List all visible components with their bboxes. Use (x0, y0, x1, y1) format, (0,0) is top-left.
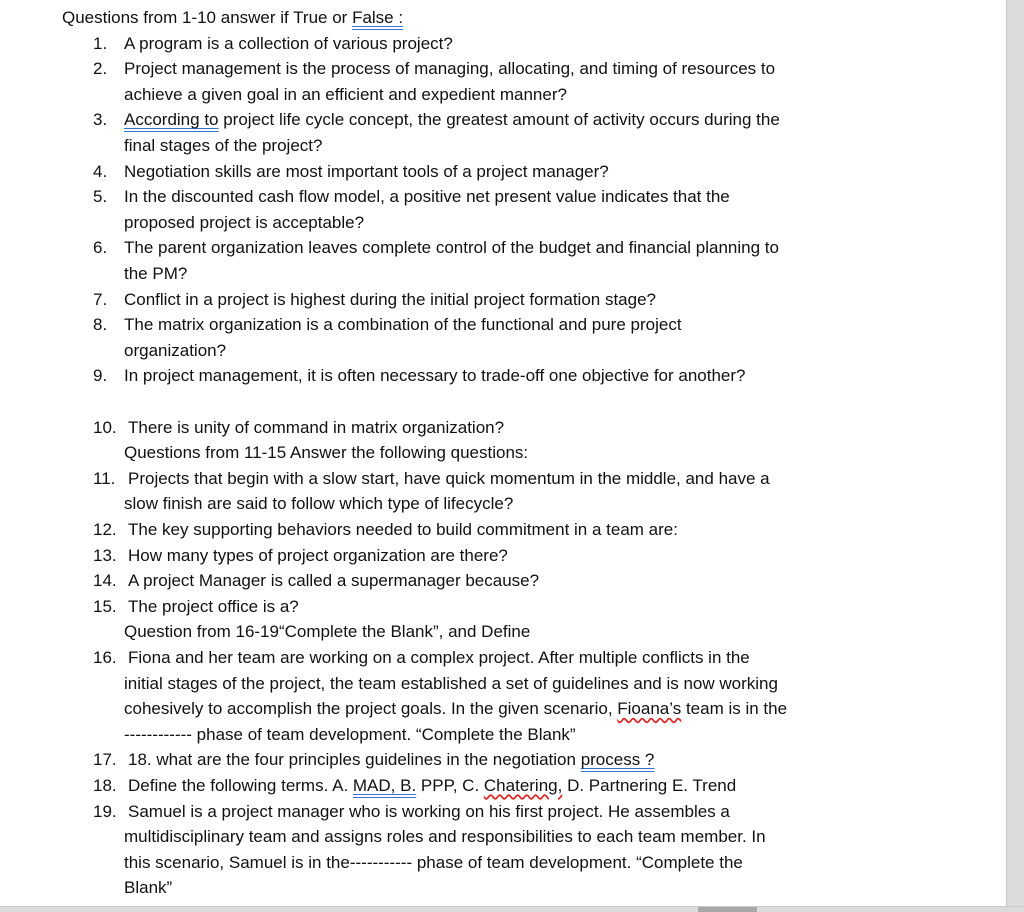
list-number: 19. (93, 801, 117, 821)
vertical-scrollbar[interactable] (1006, 0, 1024, 911)
text-segment: Blank” (124, 878, 173, 898)
text-line (124, 31, 453, 57)
text-segment: Samuel is a project manager who is working on his first project. He assembles a (128, 801, 730, 821)
list-number: 18. (93, 776, 117, 795)
text-segment: Fiona and her team are working on a complex project. After multiple conflicts in the (128, 648, 750, 667)
text-line (124, 722, 576, 748)
list-number: 17. (93, 750, 117, 770)
text-segment: The project office is a? (128, 596, 299, 616)
list-number: 3. (93, 110, 108, 130)
text-line (124, 133, 322, 159)
text-line (128, 773, 736, 799)
text-segment: achieve a given goal in an efficient and expedient manner? (124, 84, 567, 104)
spelling-flagged-word: Fioana’s (617, 699, 682, 719)
text-segment: The matrix organization is a combination of the functional and pure project (124, 315, 682, 335)
text-segment: project life cycle concept, the greatest amount of activity occurs during the (218, 110, 780, 130)
text-segment: There is unity of command in matrix organization? (128, 417, 505, 437)
text-line (128, 543, 508, 569)
text-line (124, 235, 779, 261)
text-segment: The parent organization leaves complete control of the budget and financial planning to (124, 238, 779, 258)
text-segment: slow finish are said to follow which type of lifecycle? (124, 494, 514, 514)
text-segment: D. Partnering E. Trend (562, 776, 737, 795)
text-line (124, 312, 682, 338)
list-number: 15. (93, 596, 117, 616)
text-line (124, 107, 780, 133)
list-number: 5. (93, 187, 108, 207)
text-segment: Questions from 11-15 Answer the following questions: (124, 443, 529, 463)
list-number: 11. (93, 468, 116, 488)
list-number: 9. (93, 366, 108, 386)
text-line (124, 338, 226, 364)
text-segment: Negotiation skills are most important tools of a project manager? (124, 161, 609, 181)
list-number: 2. (93, 59, 108, 79)
text-line (124, 619, 530, 645)
text-line (124, 363, 746, 389)
list-number: 10. (93, 417, 117, 437)
text-line (128, 466, 770, 492)
text-line (124, 210, 364, 236)
text-segment: PPP, C. (416, 776, 484, 795)
text-segment: Project management is the process of managing, allocating, and timing of resources to (124, 59, 776, 79)
text-segment: cohesively to accomplish the project goals. In the given scenario, (124, 699, 618, 719)
text-segment: initial stages of the project, the team established a set of guidelines and is now working (124, 673, 778, 693)
text-line (128, 594, 299, 620)
text-segment: In the discounted cash flow model, a positive net present value indicates that the (124, 187, 730, 207)
text-line (124, 287, 656, 313)
text-segment: this scenario, Samuel is in the----------- phase of team development. “Complete the (124, 852, 743, 872)
list-number: 1. (93, 33, 108, 53)
text-line (124, 159, 609, 185)
text-segment: Projects that begin with a slow start, have quick momentum in the middle, and have a (128, 468, 770, 488)
text-line (124, 850, 743, 876)
text-segment: ------------ phase of team development. “Complete the Blank” (124, 724, 576, 744)
text-line (124, 261, 187, 287)
text-line (124, 696, 787, 722)
text-line (128, 799, 730, 825)
text-segment: team is in the (681, 699, 788, 719)
grammar-flagged-text: process ? (580, 750, 655, 770)
list-number: 13. (93, 545, 117, 565)
text-line (124, 184, 730, 210)
text-line (128, 645, 750, 671)
section-heading (62, 5, 403, 31)
text-line (124, 56, 775, 82)
text-line (124, 824, 766, 850)
list-number: 4. (93, 161, 108, 181)
horizontal-scrollbar[interactable] (0, 906, 1024, 912)
list-number: 8. (93, 315, 108, 335)
text-segment: Conflict in a project is highest during the initial project formation stage? (124, 289, 657, 309)
grammar-flagged-text: MAD, B. (352, 776, 417, 795)
list-number: 12. (93, 520, 117, 539)
text-segment: 18. what are the four principles guidelines in the negotiation (128, 750, 581, 770)
text-line (128, 747, 654, 773)
text-line (124, 671, 778, 697)
text-segment: proposed project is acceptable? (124, 212, 365, 232)
text-line (124, 82, 567, 108)
text-line (128, 568, 539, 594)
text-line (124, 491, 513, 517)
text-segment: final stages of the project? (124, 136, 323, 155)
text-line (128, 415, 504, 441)
grammar-flagged-text: False : (352, 8, 404, 27)
text-segment: multidisciplinary team and assigns roles and responsibilities to each team member. In (124, 827, 766, 847)
text-segment: A project Manager is called a supermanager because? (128, 571, 540, 591)
text-segment: Question from 16-19“Complete the Blank”, and Define (124, 622, 531, 642)
text-segment: Questions from 1-10 answer if True or (62, 8, 353, 27)
list-number: 6. (93, 238, 108, 258)
text-segment: the PM? (124, 264, 188, 283)
text-segment: How many types of project organization are there? (128, 545, 508, 565)
list-number: 14. (93, 571, 117, 591)
text-segment: organization? (124, 340, 227, 360)
text-line (124, 440, 528, 466)
text-segment: The key supporting behaviors needed to build commitment in a team are: (128, 520, 678, 539)
spelling-flagged-word: Chatering, (483, 776, 563, 795)
text-segment: In project management, it is often necessary to trade-off one objective for another? (124, 366, 746, 386)
text-line (124, 875, 172, 901)
list-number: 7. (93, 289, 108, 309)
grammar-flagged-text: According to (124, 110, 219, 130)
horizontal-scrollbar-thumb[interactable] (698, 907, 757, 912)
text-segment: Define the following terms. A. (128, 776, 353, 795)
text-line (128, 517, 678, 543)
text-segment: A program is a collection of various project? (124, 33, 453, 53)
list-number: 16. (93, 648, 117, 667)
